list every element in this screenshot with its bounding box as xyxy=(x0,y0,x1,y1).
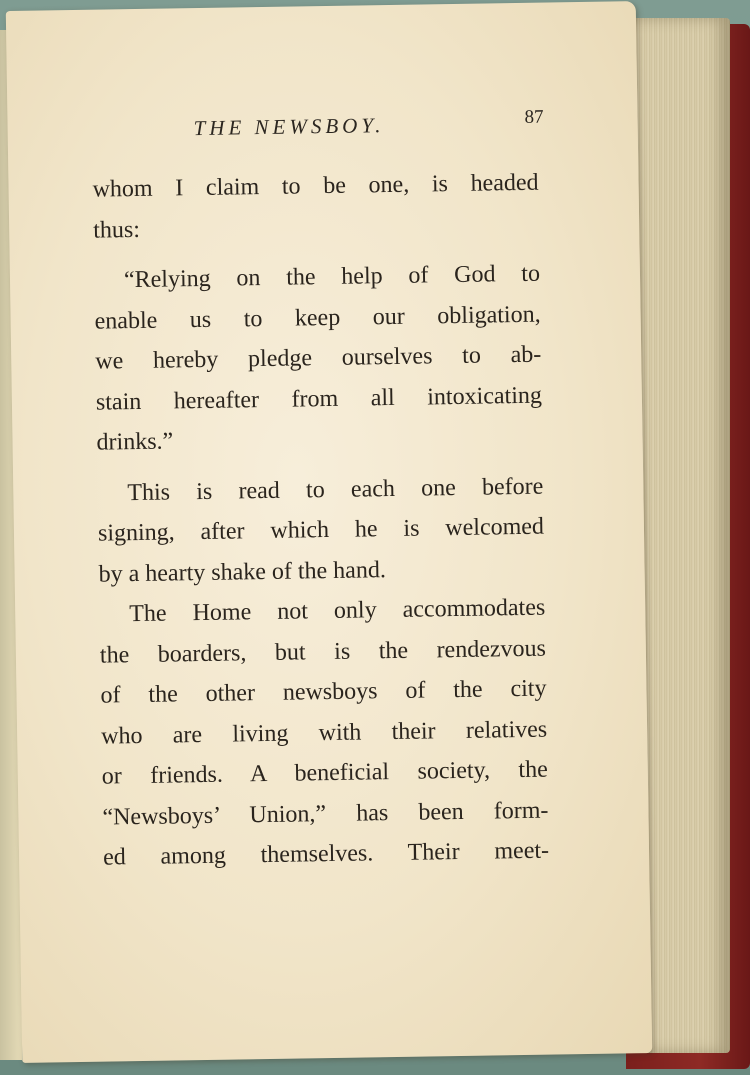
text-line: who are living with their relatives xyxy=(100,716,548,750)
text-line: “Relying on the help of God to xyxy=(123,260,541,294)
text-line: This is read to each one before xyxy=(127,473,544,506)
text-line: the boarders, but is the rendezvous xyxy=(99,635,547,669)
text-line: of the other newsboys of the city xyxy=(100,675,547,709)
text-line: The Home not only accommodates xyxy=(129,594,546,628)
text-line: signing, after which he is welcomed xyxy=(97,513,545,547)
text-line: drinks.” xyxy=(96,428,174,456)
text-line: “Newsboys’ Union,” has been form- xyxy=(102,797,549,831)
page-number: 87 xyxy=(524,106,544,128)
book-page xyxy=(6,1,652,1063)
text-line: whom I claim to be one, is headed xyxy=(92,169,539,203)
text-line: enable us to keep our obligation, xyxy=(94,301,541,335)
body-text xyxy=(92,163,549,878)
text-line: thus: xyxy=(93,216,141,244)
page-header xyxy=(193,106,553,141)
running-title: THE NEWSBOY. xyxy=(193,113,385,141)
text-line: we hereby pledge ourselves to ab- xyxy=(95,341,542,375)
text-line: or friends. A beneficial society, the xyxy=(101,756,548,790)
text-line: ed among themselves. Their meet- xyxy=(102,837,550,871)
text-line: by a hearty shake of the hand. xyxy=(98,556,387,588)
text-line: stain hereafter from all intoxicating xyxy=(95,382,543,416)
